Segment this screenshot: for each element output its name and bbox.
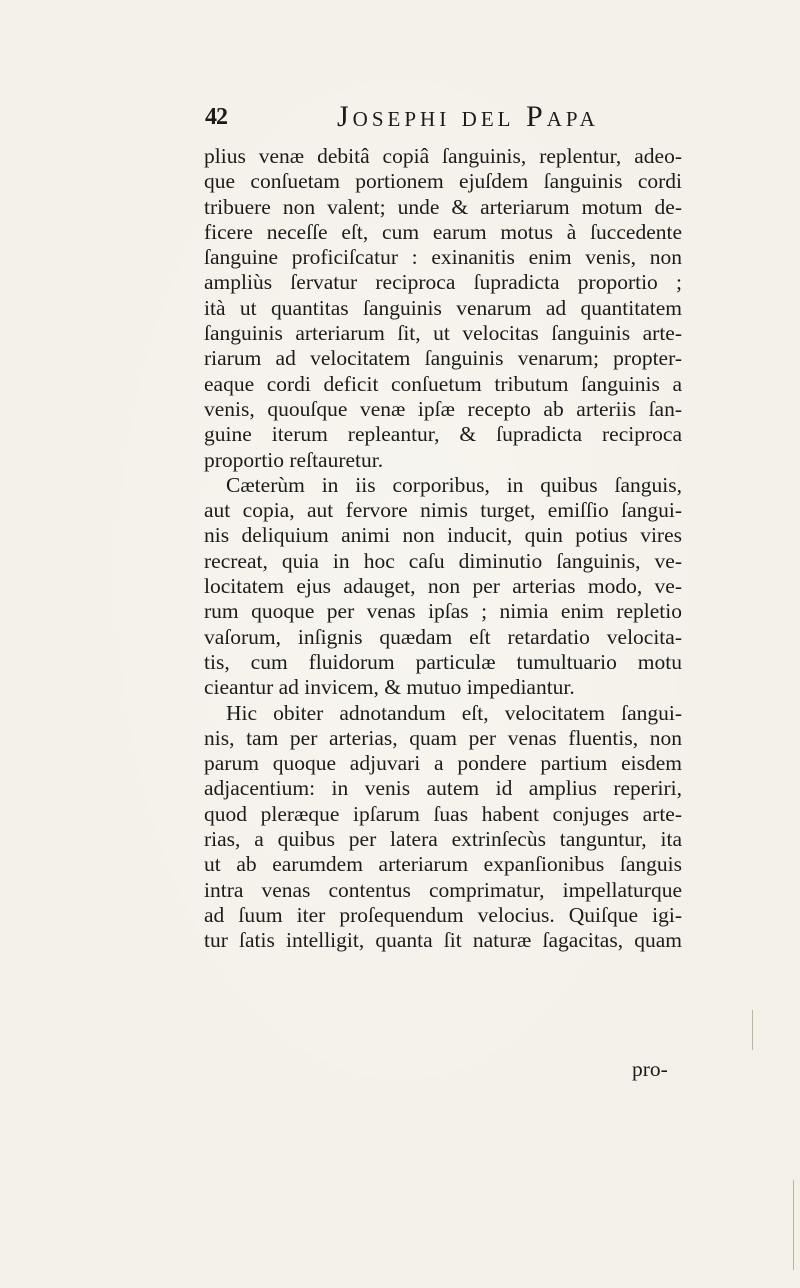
text-line: venis, quouſque venæ ipſæ recepto ab arteriis ſan- — [204, 396, 682, 421]
text-line: Cæterùm in iis corporibus, in quibus ſanguis, — [226, 472, 682, 497]
text-line: ſanguine proficiſcatur : exinanitis enim venis, non — [204, 245, 682, 270]
text-line: rias, a quibus per latera extrinſecùs tanguntur, ita — [204, 827, 682, 852]
text-line: tribuere non valent; unde & arteriarum motum de- — [204, 194, 682, 219]
text-line: ut ab earumdem arteriarum expanſionibus ſanguis — [204, 852, 682, 877]
text-line: ad ſuum iter proſequendum velocius. Quiſque igi- — [204, 902, 682, 927]
text-line: ampliùs ſervatur reciproca ſupradicta proportio ; — [204, 270, 682, 295]
text-line: guine iterum repleantur, & ſupradicta reciproca — [204, 422, 682, 447]
text-line: recreat, quia in hoc caſu diminutio ſanguinis, ve- — [204, 548, 682, 573]
text-line: eaque cordi deficit conſuetum tributum ſanguinis a — [204, 371, 682, 396]
body-text — [204, 144, 682, 954]
text-line: cieantur ad invicem, & mutuo impediantur. — [204, 675, 575, 700]
text-line: tis, cum fluidorum particulæ tumultuario motu — [204, 649, 682, 674]
text-line: locitatem ejus adauget, non per arterias modo, ve- — [204, 574, 682, 599]
edge-mark — [752, 1010, 753, 1050]
running-head: Josephi del Papa — [337, 100, 599, 133]
text-line: intra venas contentus comprimatur, impellaturque — [204, 877, 682, 902]
text-line: tur ſatis intelligit, quanta ſit naturæ ſagacitas, quam — [204, 928, 682, 953]
text-line: quod pleræque ipſarum ſuas habent conjuges arte- — [204, 801, 682, 826]
text-line: ità ut quantitas ſanguinis venarum ad quantitatem — [204, 295, 682, 320]
text-line: adjacentium: in venis autem id amplius reperiri, — [204, 776, 682, 801]
text-line: riarum ad velocitatem ſanguinis venarum; propter- — [204, 346, 682, 371]
text-line: nis deliquium animi non inducit, quin potius vires — [204, 523, 682, 548]
text-line: rum quoque per venas ipſas ; nimia enim repletio — [204, 599, 682, 624]
page-number: 42 — [205, 104, 227, 130]
catchword: pro- — [632, 1057, 668, 1081]
text-line: Hic obiter adnotandum eſt, velocitatem ſangui- — [226, 700, 682, 725]
text-line: plius venæ debitâ copiâ ſanguinis, replentur, adeo- — [204, 144, 682, 168]
text-line: ficere neceſſe eſt, cum earum motus à ſuccedente — [204, 219, 682, 244]
page-header — [205, 100, 685, 134]
text-line: que conſuetam portionem ejuſdem ſanguinis cordi — [204, 169, 682, 194]
edge-mark — [793, 1180, 794, 1270]
text-line: vaſorum, inſignis quædam eſt retardatio velocita- — [204, 624, 682, 649]
text-line: nis, tam per arterias, quam per venas fluentis, non — [204, 725, 682, 750]
text-line: aut copia, aut fervore nimis turget, emiſſio ſangui- — [204, 498, 682, 523]
text-line: parum quoque adjuvari a pondere partium eisdem — [204, 751, 682, 776]
text-line: proportio reſtauretur. — [204, 447, 384, 472]
text-line: ſanguinis arteriarum ſit, ut velocitas ſanguinis arte- — [204, 321, 682, 346]
